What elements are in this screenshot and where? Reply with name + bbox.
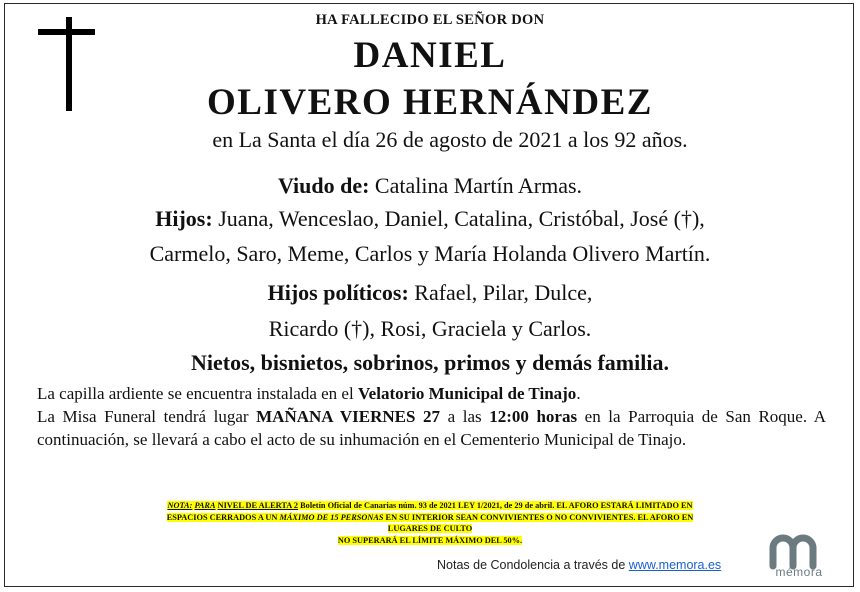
deceased-first-name: DANIEL [353,35,507,76]
inlaws-value-1: Rafael, Pilar, Dulce, [408,280,593,305]
note-line2-a: ESPACIOS CERRADOS A UN [166,512,280,522]
chapel-text: La capilla ardiente se encuentra instalada en el [37,384,358,403]
note-para: PARA [194,501,216,510]
inlaws-line-2: Ricardo (†), Rosi, Graciela y Carlos. [268,316,592,341]
children-line-1 [0,206,860,232]
note-line-1 [167,501,692,510]
covid-note [100,500,760,546]
deceased-surnames: OLIVERO HERNÁNDEZ [207,82,653,123]
announcement: HA FALLECIDO EL SEÑOR DON [315,12,545,28]
widower-line [0,173,860,199]
note-line2-c: EN SU INTERIOR SEAN CONVIVIENTES O NO CONVIVIENTES. EL AFORO EN [383,512,694,522]
note-line1-rest: Boletín Oficial de Canarias núm. 93 de 2021 LEY 1/2021, de 29 de abril. EL AFORO ESTARÁ LIMITADO EN [298,501,693,510]
mass-day: MAÑANA VIERNES 27 [256,407,441,426]
condolence-text: Notas de Condolencia a través de [437,558,629,572]
widower-value: Catalina Martín Armas. [369,173,583,198]
chapel-place: Velatorio Municipal de Tinajo [357,384,577,403]
death-info: en La Santa el día 26 de agosto de 2021 a los 92 años. [212,127,688,152]
note-line-3: LUGARES DE CULTO [387,524,473,533]
note-nivel: NIVEL DE ALERTA 2 [217,501,299,510]
children-line-2: Carmelo, Saro, Meme, Carlos y María Holanda Olivero Martín. [149,241,711,266]
mass-prefix: La Misa Funeral tendrá lugar [37,407,257,426]
memora-link[interactable]: www.memora.es [628,558,722,572]
mass-mid: a las [440,407,490,426]
chapel-info [37,382,826,405]
condolence-footer [437,558,721,572]
inlaws-label: Hijos políticos: [267,280,409,305]
inlaws-line-1 [0,280,860,306]
mass-time: 12:00 horas [489,407,578,426]
note-line-2 [167,513,694,522]
note-line2-b: MÁXIMO DE 15 PERSONAS [279,512,384,522]
mass-info [37,405,826,451]
widower-label: Viudo de: [277,173,370,198]
mass-suffix: en la Parroquia de San Roque. A continuación, se llevará a cabo el acto de su inhumación en el Cementerio Municipal de Tinajo. [37,407,827,449]
children-label: Hijos: [155,206,213,231]
memora-brand: mémora [775,565,823,579]
children-value-1: Juana, Wenceslao, Daniel, Catalina, Cristóbal, José (†), [212,206,705,231]
chapel-end: . [576,384,581,403]
note-nota: NOTA: [167,501,193,510]
note-line-4: NO SUPERARÁ EL LÍMITE MÁXIMO DEL 50%. [337,535,523,545]
extended-family: Nietos, bisnietos, sobrinos, primos y demás familia. [191,350,669,375]
